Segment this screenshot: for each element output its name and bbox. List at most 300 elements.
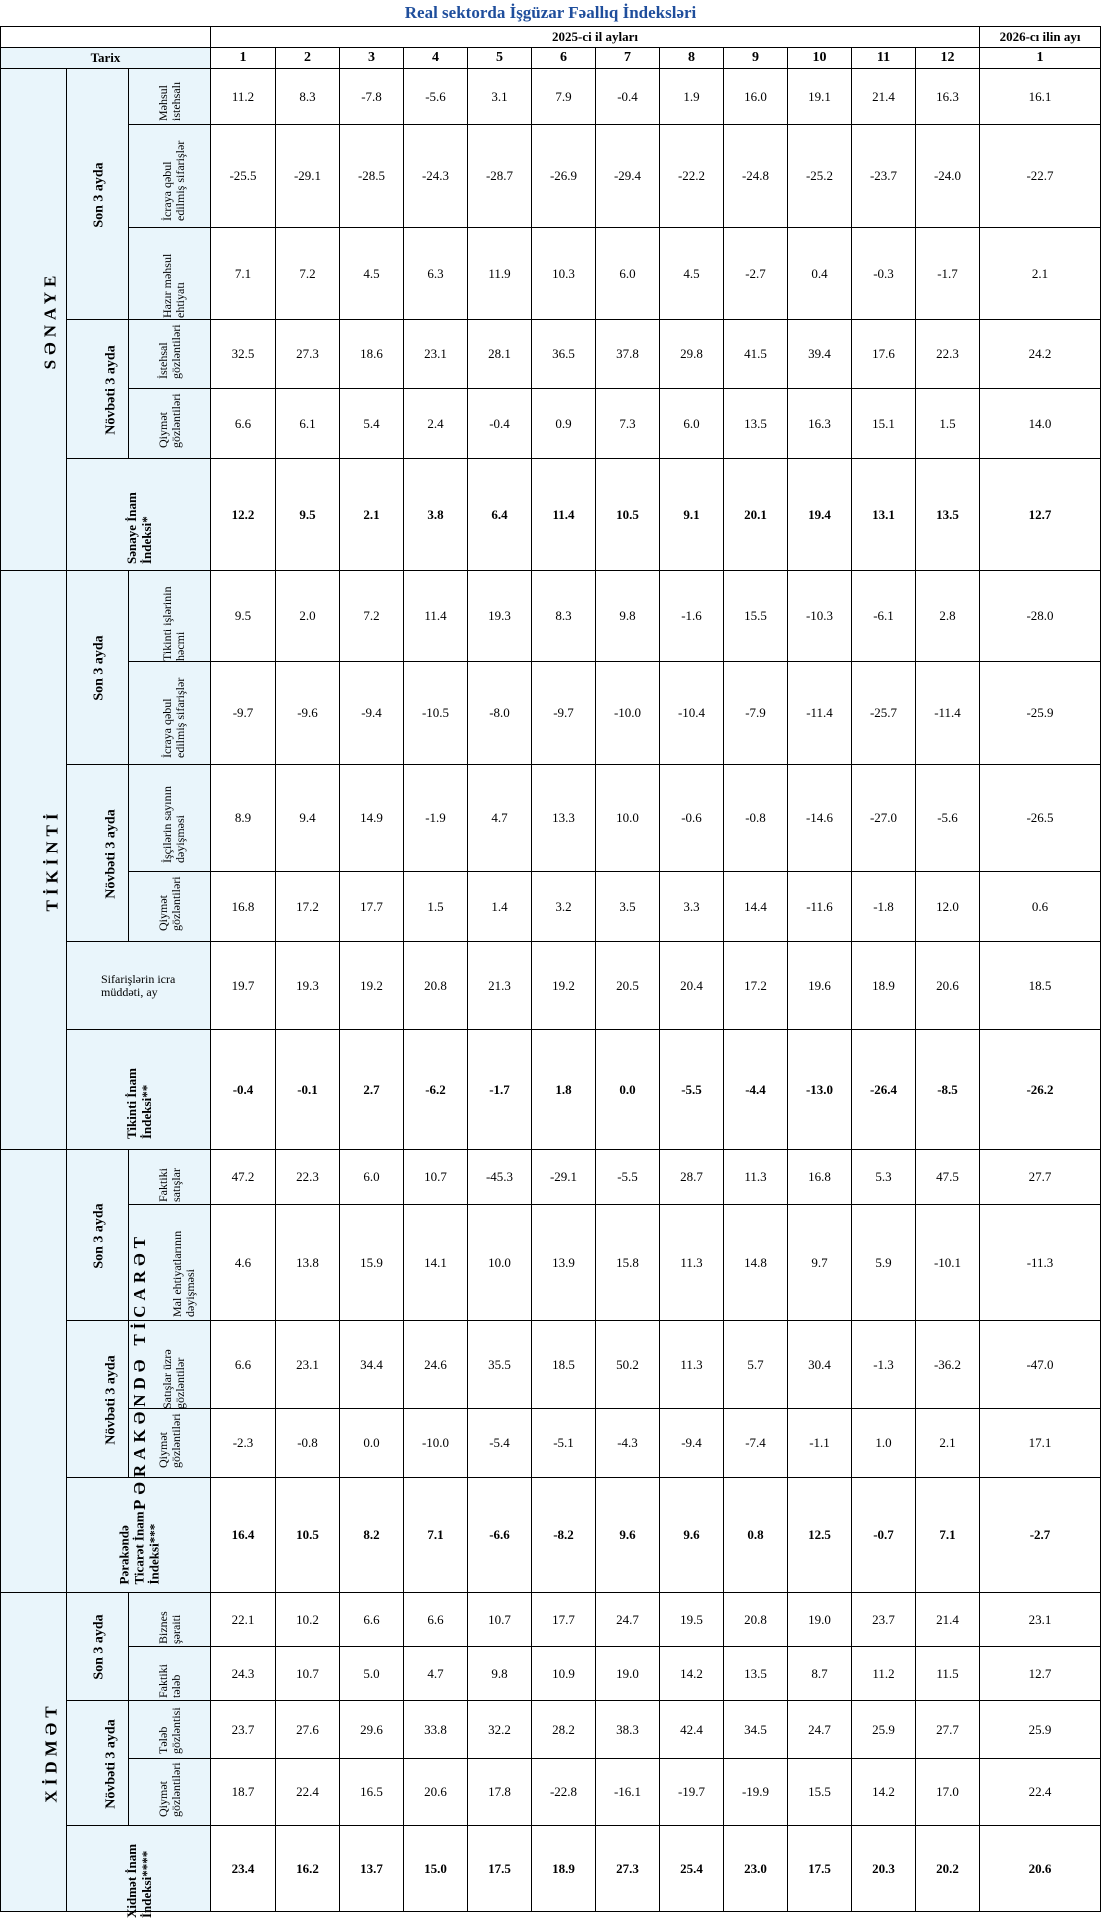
- row-label: Biznes şəraiti: [129, 1593, 211, 1647]
- value-cell: 20.6: [980, 1826, 1101, 1912]
- value-cell: 20.3: [852, 1826, 916, 1912]
- value-cell: 3.1: [468, 69, 532, 125]
- value-cell: 18.5: [532, 1321, 596, 1409]
- value-cell: 3.8: [404, 459, 468, 571]
- value-cell: -2.3: [211, 1409, 276, 1478]
- value-cell: -24.3: [404, 125, 468, 228]
- value-cell: -0.8: [724, 765, 788, 872]
- value-cell: 9.8: [596, 571, 660, 662]
- value-cell: 36.5: [532, 320, 596, 389]
- value-cell: -25.7: [852, 662, 916, 765]
- value-cell: 17.2: [724, 942, 788, 1030]
- value-cell: 9.7: [788, 1205, 852, 1321]
- value-cell: -22.2: [660, 125, 724, 228]
- value-cell: 6.4: [468, 459, 532, 571]
- value-cell: -7.9: [724, 662, 788, 765]
- value-cell: -9.6: [276, 662, 340, 765]
- value-cell: 16.4: [211, 1478, 276, 1593]
- value-cell: 17.5: [468, 1826, 532, 1912]
- value-cell: -23.7: [852, 125, 916, 228]
- value-cell: -10.0: [596, 662, 660, 765]
- value-cell: -1.6: [660, 571, 724, 662]
- value-cell: -11.6: [788, 872, 852, 942]
- value-cell: 28.2: [532, 1701, 596, 1759]
- period-novbeti-3-ayda: Növbəti 3 ayda: [67, 1701, 129, 1826]
- value-cell: 14.4: [724, 872, 788, 942]
- value-cell: -6.6: [468, 1478, 532, 1593]
- value-cell: 1.8: [532, 1030, 596, 1150]
- month-header: 10: [788, 48, 852, 69]
- value-cell: 0.0: [340, 1409, 404, 1478]
- value-cell: 10.0: [468, 1205, 532, 1321]
- month-header: 11: [852, 48, 916, 69]
- value-cell: 10.5: [276, 1478, 340, 1593]
- value-cell: -26.5: [980, 765, 1101, 872]
- value-cell: 17.2: [276, 872, 340, 942]
- value-cell: 17.8: [468, 1759, 532, 1826]
- value-cell: -8.0: [468, 662, 532, 765]
- value-cell: 19.7: [211, 942, 276, 1030]
- value-cell: 19.1: [788, 69, 852, 125]
- value-cell: -8.5: [916, 1030, 980, 1150]
- row-label: Tələb gözləntisi: [129, 1701, 211, 1759]
- value-cell: 12.2: [211, 459, 276, 571]
- value-cell: 11.3: [660, 1205, 724, 1321]
- value-cell: 8.2: [340, 1478, 404, 1593]
- value-cell: -27.0: [852, 765, 916, 872]
- value-cell: 15.5: [788, 1759, 852, 1826]
- value-cell: 11.2: [852, 1647, 916, 1701]
- value-cell: 0.9: [532, 389, 596, 459]
- value-cell: 7.2: [276, 228, 340, 320]
- value-cell: 47.5: [916, 1150, 980, 1205]
- value-cell: -14.6: [788, 765, 852, 872]
- value-cell: 14.2: [852, 1759, 916, 1826]
- row-label: Sifarişlərin icra müddəti, ay: [67, 942, 211, 1030]
- value-cell: -6.2: [404, 1030, 468, 1150]
- value-cell: -6.1: [852, 571, 916, 662]
- value-cell: 4.5: [340, 228, 404, 320]
- value-cell: 15.5: [724, 571, 788, 662]
- value-cell: 23.1: [980, 1593, 1101, 1647]
- value-cell: 24.2: [980, 320, 1101, 389]
- value-cell: 1.9: [660, 69, 724, 125]
- value-cell: 13.5: [724, 1647, 788, 1701]
- value-cell: 16.3: [788, 389, 852, 459]
- value-cell: -9.4: [340, 662, 404, 765]
- value-cell: 19.6: [788, 942, 852, 1030]
- index-label: Xidmət İnam İndeksi****: [67, 1826, 211, 1912]
- value-cell: 16.8: [211, 872, 276, 942]
- value-cell: 19.0: [788, 1593, 852, 1647]
- value-cell: 9.6: [596, 1478, 660, 1593]
- value-cell: 23.7: [211, 1701, 276, 1759]
- value-cell: 20.6: [404, 1759, 468, 1826]
- value-cell: 7.3: [596, 389, 660, 459]
- value-cell: 2.8: [916, 571, 980, 662]
- value-cell: 23.0: [724, 1826, 788, 1912]
- value-cell: 32.5: [211, 320, 276, 389]
- value-cell: -11.4: [916, 662, 980, 765]
- value-cell: -0.4: [596, 69, 660, 125]
- value-cell: 22.4: [980, 1759, 1101, 1826]
- value-cell: 9.1: [660, 459, 724, 571]
- value-cell: -1.9: [404, 765, 468, 872]
- row-label: Hazır məhsul ehtiyatı: [129, 228, 211, 320]
- value-cell: 42.4: [660, 1701, 724, 1759]
- value-cell: 20.8: [724, 1593, 788, 1647]
- value-cell: 7.9: [532, 69, 596, 125]
- value-cell: 21.4: [916, 1593, 980, 1647]
- value-cell: 17.7: [340, 872, 404, 942]
- value-cell: -0.6: [660, 765, 724, 872]
- index-label: Tikinti İnam İndeksi**: [67, 1030, 211, 1150]
- value-cell: 10.9: [532, 1647, 596, 1701]
- month-header: 8: [660, 48, 724, 69]
- month-header: 1: [980, 48, 1101, 69]
- value-cell: -0.7: [852, 1478, 916, 1593]
- value-cell: 4.7: [468, 765, 532, 872]
- value-cell: -5.6: [916, 765, 980, 872]
- value-cell: 24.6: [404, 1321, 468, 1409]
- value-cell: 19.3: [468, 571, 532, 662]
- row-label: Tikinti işlərinin həcmi: [129, 571, 211, 662]
- value-cell: 8.7: [788, 1647, 852, 1701]
- value-cell: 6.3: [404, 228, 468, 320]
- value-cell: 4.7: [404, 1647, 468, 1701]
- row-label: Məhsul istehsalı: [129, 69, 211, 125]
- value-cell: 5.4: [340, 389, 404, 459]
- value-cell: 18.9: [532, 1826, 596, 1912]
- value-cell: 11.9: [468, 228, 532, 320]
- value-cell: 35.5: [468, 1321, 532, 1409]
- value-cell: 6.1: [276, 389, 340, 459]
- value-cell: 29.6: [340, 1701, 404, 1759]
- value-cell: 8.3: [276, 69, 340, 125]
- value-cell: -0.1: [276, 1030, 340, 1150]
- value-cell: 27.6: [276, 1701, 340, 1759]
- month-header: 12: [916, 48, 980, 69]
- value-cell: 17.1: [980, 1409, 1101, 1478]
- value-cell: 9.5: [276, 459, 340, 571]
- tarix-label: Tarix: [1, 48, 211, 69]
- value-cell: 20.5: [596, 942, 660, 1030]
- value-cell: 19.0: [596, 1647, 660, 1701]
- value-cell: 20.4: [660, 942, 724, 1030]
- table-title: Real sektorda İşgüzar Fəallıq İndeksləri: [404, 3, 697, 22]
- value-cell: 14.2: [660, 1647, 724, 1701]
- value-cell: 25.4: [660, 1826, 724, 1912]
- value-cell: 19.5: [660, 1593, 724, 1647]
- value-cell: 7.1: [916, 1478, 980, 1593]
- value-cell: 19.2: [532, 942, 596, 1030]
- value-cell: 17.0: [916, 1759, 980, 1826]
- value-cell: 18.7: [211, 1759, 276, 1826]
- sector-senaye: SƏNAYE: [1, 69, 67, 571]
- value-cell: 41.5: [724, 320, 788, 389]
- month-header: 6: [532, 48, 596, 69]
- value-cell: 17.6: [852, 320, 916, 389]
- value-cell: 5.7: [724, 1321, 788, 1409]
- value-cell: 0.8: [724, 1478, 788, 1593]
- value-cell: 6.6: [404, 1593, 468, 1647]
- value-cell: 13.9: [532, 1205, 596, 1321]
- sector-tikinti: TİKİNTİ: [1, 571, 67, 1150]
- value-cell: -1.7: [916, 228, 980, 320]
- index-label: Sənaye İnam İndeksi*: [67, 459, 211, 571]
- value-cell: -28.7: [468, 125, 532, 228]
- value-cell: 27.7: [980, 1150, 1101, 1205]
- value-cell: -28.0: [980, 571, 1101, 662]
- value-cell: 17.7: [532, 1593, 596, 1647]
- period-son-3-ayda: Son 3 ayda: [67, 69, 129, 320]
- value-cell: 20.2: [916, 1826, 980, 1912]
- value-cell: 13.7: [340, 1826, 404, 1912]
- value-cell: 11.3: [660, 1321, 724, 1409]
- value-cell: -0.3: [852, 228, 916, 320]
- value-cell: -4.4: [724, 1030, 788, 1150]
- value-cell: 13.1: [852, 459, 916, 571]
- value-cell: -4.3: [596, 1409, 660, 1478]
- value-cell: 6.6: [340, 1593, 404, 1647]
- value-cell: -5.6: [404, 69, 468, 125]
- value-cell: -1.1: [788, 1409, 852, 1478]
- month-header: 4: [404, 48, 468, 69]
- value-cell: -0.4: [211, 1030, 276, 1150]
- value-cell: -25.5: [211, 125, 276, 228]
- row-label: İstehsal gözləntiləri: [129, 320, 211, 389]
- value-cell: 13.8: [276, 1205, 340, 1321]
- value-cell: 5.3: [852, 1150, 916, 1205]
- value-cell: 11.4: [532, 459, 596, 571]
- value-cell: 27.3: [276, 320, 340, 389]
- period-son-3-ayda: Son 3 ayda: [67, 571, 129, 765]
- value-cell: 22.4: [276, 1759, 340, 1826]
- value-cell: 25.9: [980, 1701, 1101, 1759]
- value-cell: -10.0: [404, 1409, 468, 1478]
- row-label: Qiymət gözləntiləri: [129, 1759, 211, 1826]
- value-cell: 21.4: [852, 69, 916, 125]
- value-cell: 39.4: [788, 320, 852, 389]
- value-cell: 4.6: [211, 1205, 276, 1321]
- row-label: Qiymət gözləntiləri: [129, 1409, 211, 1478]
- value-cell: 0.0: [596, 1030, 660, 1150]
- value-cell: 22.3: [276, 1150, 340, 1205]
- value-cell: -22.7: [980, 125, 1101, 228]
- value-cell: 24.3: [211, 1647, 276, 1701]
- value-cell: 2.1: [980, 228, 1101, 320]
- value-cell: 11.5: [916, 1647, 980, 1701]
- value-cell: -9.7: [532, 662, 596, 765]
- value-cell: -8.2: [532, 1478, 596, 1593]
- row-label: Faktiki tələb: [129, 1647, 211, 1701]
- value-cell: 25.9: [852, 1701, 916, 1759]
- value-cell: 1.5: [916, 389, 980, 459]
- value-cell: 6.0: [340, 1150, 404, 1205]
- value-cell: 15.8: [596, 1205, 660, 1321]
- value-cell: 12.7: [980, 1647, 1101, 1701]
- period-novbeti-3-ayda: Növbəti 3 ayda: [67, 765, 129, 942]
- value-cell: -9.4: [660, 1409, 724, 1478]
- value-cell: -2.7: [724, 228, 788, 320]
- value-cell: 37.8: [596, 320, 660, 389]
- value-cell: 11.4: [404, 571, 468, 662]
- value-cell: -5.4: [468, 1409, 532, 1478]
- value-cell: 47.2: [211, 1150, 276, 1205]
- value-cell: 1.4: [468, 872, 532, 942]
- value-cell: 4.5: [660, 228, 724, 320]
- value-cell: 19.3: [276, 942, 340, 1030]
- value-cell: 16.1: [980, 69, 1101, 125]
- value-cell: -16.1: [596, 1759, 660, 1826]
- value-cell: 19.2: [340, 942, 404, 1030]
- value-cell: 2.0: [276, 571, 340, 662]
- value-cell: 27.7: [916, 1701, 980, 1759]
- value-cell: 6.0: [660, 389, 724, 459]
- value-cell: 33.8: [404, 1701, 468, 1759]
- value-cell: 9.6: [660, 1478, 724, 1593]
- value-cell: 11.2: [211, 69, 276, 125]
- value-cell: -25.2: [788, 125, 852, 228]
- value-cell: 13.5: [724, 389, 788, 459]
- value-cell: -10.5: [404, 662, 468, 765]
- value-cell: 2.7: [340, 1030, 404, 1150]
- value-cell: 10.2: [276, 1593, 340, 1647]
- value-cell: -5.1: [532, 1409, 596, 1478]
- month-header: 2: [276, 48, 340, 69]
- value-cell: 9.8: [468, 1647, 532, 1701]
- value-cell: -29.1: [532, 1150, 596, 1205]
- value-cell: -5.5: [596, 1150, 660, 1205]
- row-label: Qiymət gözləntiləri: [129, 389, 211, 459]
- value-cell: -36.2: [916, 1321, 980, 1409]
- month-header: 3: [340, 48, 404, 69]
- value-cell: 16.0: [724, 69, 788, 125]
- value-cell: -24.8: [724, 125, 788, 228]
- value-cell: 14.0: [980, 389, 1101, 459]
- value-cell: 50.2: [596, 1321, 660, 1409]
- value-cell: 6.6: [211, 1321, 276, 1409]
- value-cell: 18.5: [980, 942, 1101, 1030]
- value-cell: -1.8: [852, 872, 916, 942]
- value-cell: 23.1: [404, 320, 468, 389]
- value-cell: 10.0: [596, 765, 660, 872]
- value-cell: -45.3: [468, 1150, 532, 1205]
- header-2026: 2026-cı ilin ayı: [980, 27, 1101, 48]
- value-cell: 16.2: [276, 1826, 340, 1912]
- value-cell: -26.2: [980, 1030, 1101, 1150]
- value-cell: 12.5: [788, 1478, 852, 1593]
- value-cell: 10.7: [468, 1593, 532, 1647]
- month-header: 5: [468, 48, 532, 69]
- value-cell: 20.8: [404, 942, 468, 1030]
- row-label: İşçilərin sayının dəyişməsi: [129, 765, 211, 872]
- value-cell: 8.3: [532, 571, 596, 662]
- value-cell: 29.8: [660, 320, 724, 389]
- value-cell: 30.4: [788, 1321, 852, 1409]
- value-cell: 28.7: [660, 1150, 724, 1205]
- value-cell: -11.4: [788, 662, 852, 765]
- value-cell: -26.4: [852, 1030, 916, 1150]
- value-cell: 17.5: [788, 1826, 852, 1912]
- value-cell: 23.7: [852, 1593, 916, 1647]
- value-cell: 1.5: [404, 872, 468, 942]
- index-label: Pərakəndə Ticarət İnam İndeksi***: [67, 1478, 211, 1593]
- value-cell: -10.4: [660, 662, 724, 765]
- value-cell: 3.2: [532, 872, 596, 942]
- sector-perakende: PƏRAKƏNDƏ TİCARƏT: [1, 1150, 67, 1593]
- value-cell: 12.0: [916, 872, 980, 942]
- value-cell: -25.9: [980, 662, 1101, 765]
- value-cell: 15.9: [340, 1205, 404, 1321]
- value-cell: -0.4: [468, 389, 532, 459]
- value-cell: -13.0: [788, 1030, 852, 1150]
- value-cell: -22.8: [532, 1759, 596, 1826]
- value-cell: -28.5: [340, 125, 404, 228]
- value-cell: -9.7: [211, 662, 276, 765]
- value-cell: 1.0: [852, 1409, 916, 1478]
- value-cell: 34.5: [724, 1701, 788, 1759]
- row-label: İcraya qəbul edilmiş sifarişlər: [129, 125, 211, 228]
- value-cell: 14.8: [724, 1205, 788, 1321]
- value-cell: -10.3: [788, 571, 852, 662]
- header-2025: 2025-ci il ayları: [211, 27, 980, 48]
- value-cell: 8.9: [211, 765, 276, 872]
- value-cell: -1.7: [468, 1030, 532, 1150]
- value-cell: -7.4: [724, 1409, 788, 1478]
- value-cell: 27.3: [596, 1826, 660, 1912]
- value-cell: 23.1: [276, 1321, 340, 1409]
- period-son-3-ayda: Son 3 ayda: [67, 1593, 129, 1701]
- value-cell: 2.1: [916, 1409, 980, 1478]
- value-cell: 15.0: [404, 1826, 468, 1912]
- value-cell: -1.3: [852, 1321, 916, 1409]
- value-cell: 6.0: [596, 228, 660, 320]
- value-cell: -19.9: [724, 1759, 788, 1826]
- value-cell: -26.9: [532, 125, 596, 228]
- period-son-3-ayda: Son 3 ayda: [67, 1150, 129, 1321]
- value-cell: 13.3: [532, 765, 596, 872]
- value-cell: 10.7: [404, 1150, 468, 1205]
- value-cell: 38.3: [596, 1701, 660, 1759]
- row-label: Mal ehtiyatlarının dəyişməsi: [129, 1205, 211, 1321]
- value-cell: -7.8: [340, 69, 404, 125]
- value-cell: 32.2: [468, 1701, 532, 1759]
- value-cell: -47.0: [980, 1321, 1101, 1409]
- value-cell: 3.5: [596, 872, 660, 942]
- sector-xidmet: XİDMƏT: [1, 1593, 67, 1912]
- value-cell: 2.4: [404, 389, 468, 459]
- value-cell: 10.5: [596, 459, 660, 571]
- row-label: Faktiki satışlar: [129, 1150, 211, 1205]
- value-cell: -19.7: [660, 1759, 724, 1826]
- row-label: İcraya qəbul edilmiş sifarişlər: [129, 662, 211, 765]
- value-cell: -29.4: [596, 125, 660, 228]
- value-cell: 18.9: [852, 942, 916, 1030]
- value-cell: -29.1: [276, 125, 340, 228]
- value-cell: 5.9: [852, 1205, 916, 1321]
- value-cell: 19.4: [788, 459, 852, 571]
- value-cell: 16.8: [788, 1150, 852, 1205]
- value-cell: 7.2: [340, 571, 404, 662]
- value-cell: 12.7: [980, 459, 1101, 571]
- value-cell: -5.5: [660, 1030, 724, 1150]
- value-cell: 2.1: [340, 459, 404, 571]
- row-label: Qiymət gözləntiləri: [129, 872, 211, 942]
- value-cell: 9.5: [211, 571, 276, 662]
- value-cell: 3.3: [660, 872, 724, 942]
- value-cell: 11.3: [724, 1150, 788, 1205]
